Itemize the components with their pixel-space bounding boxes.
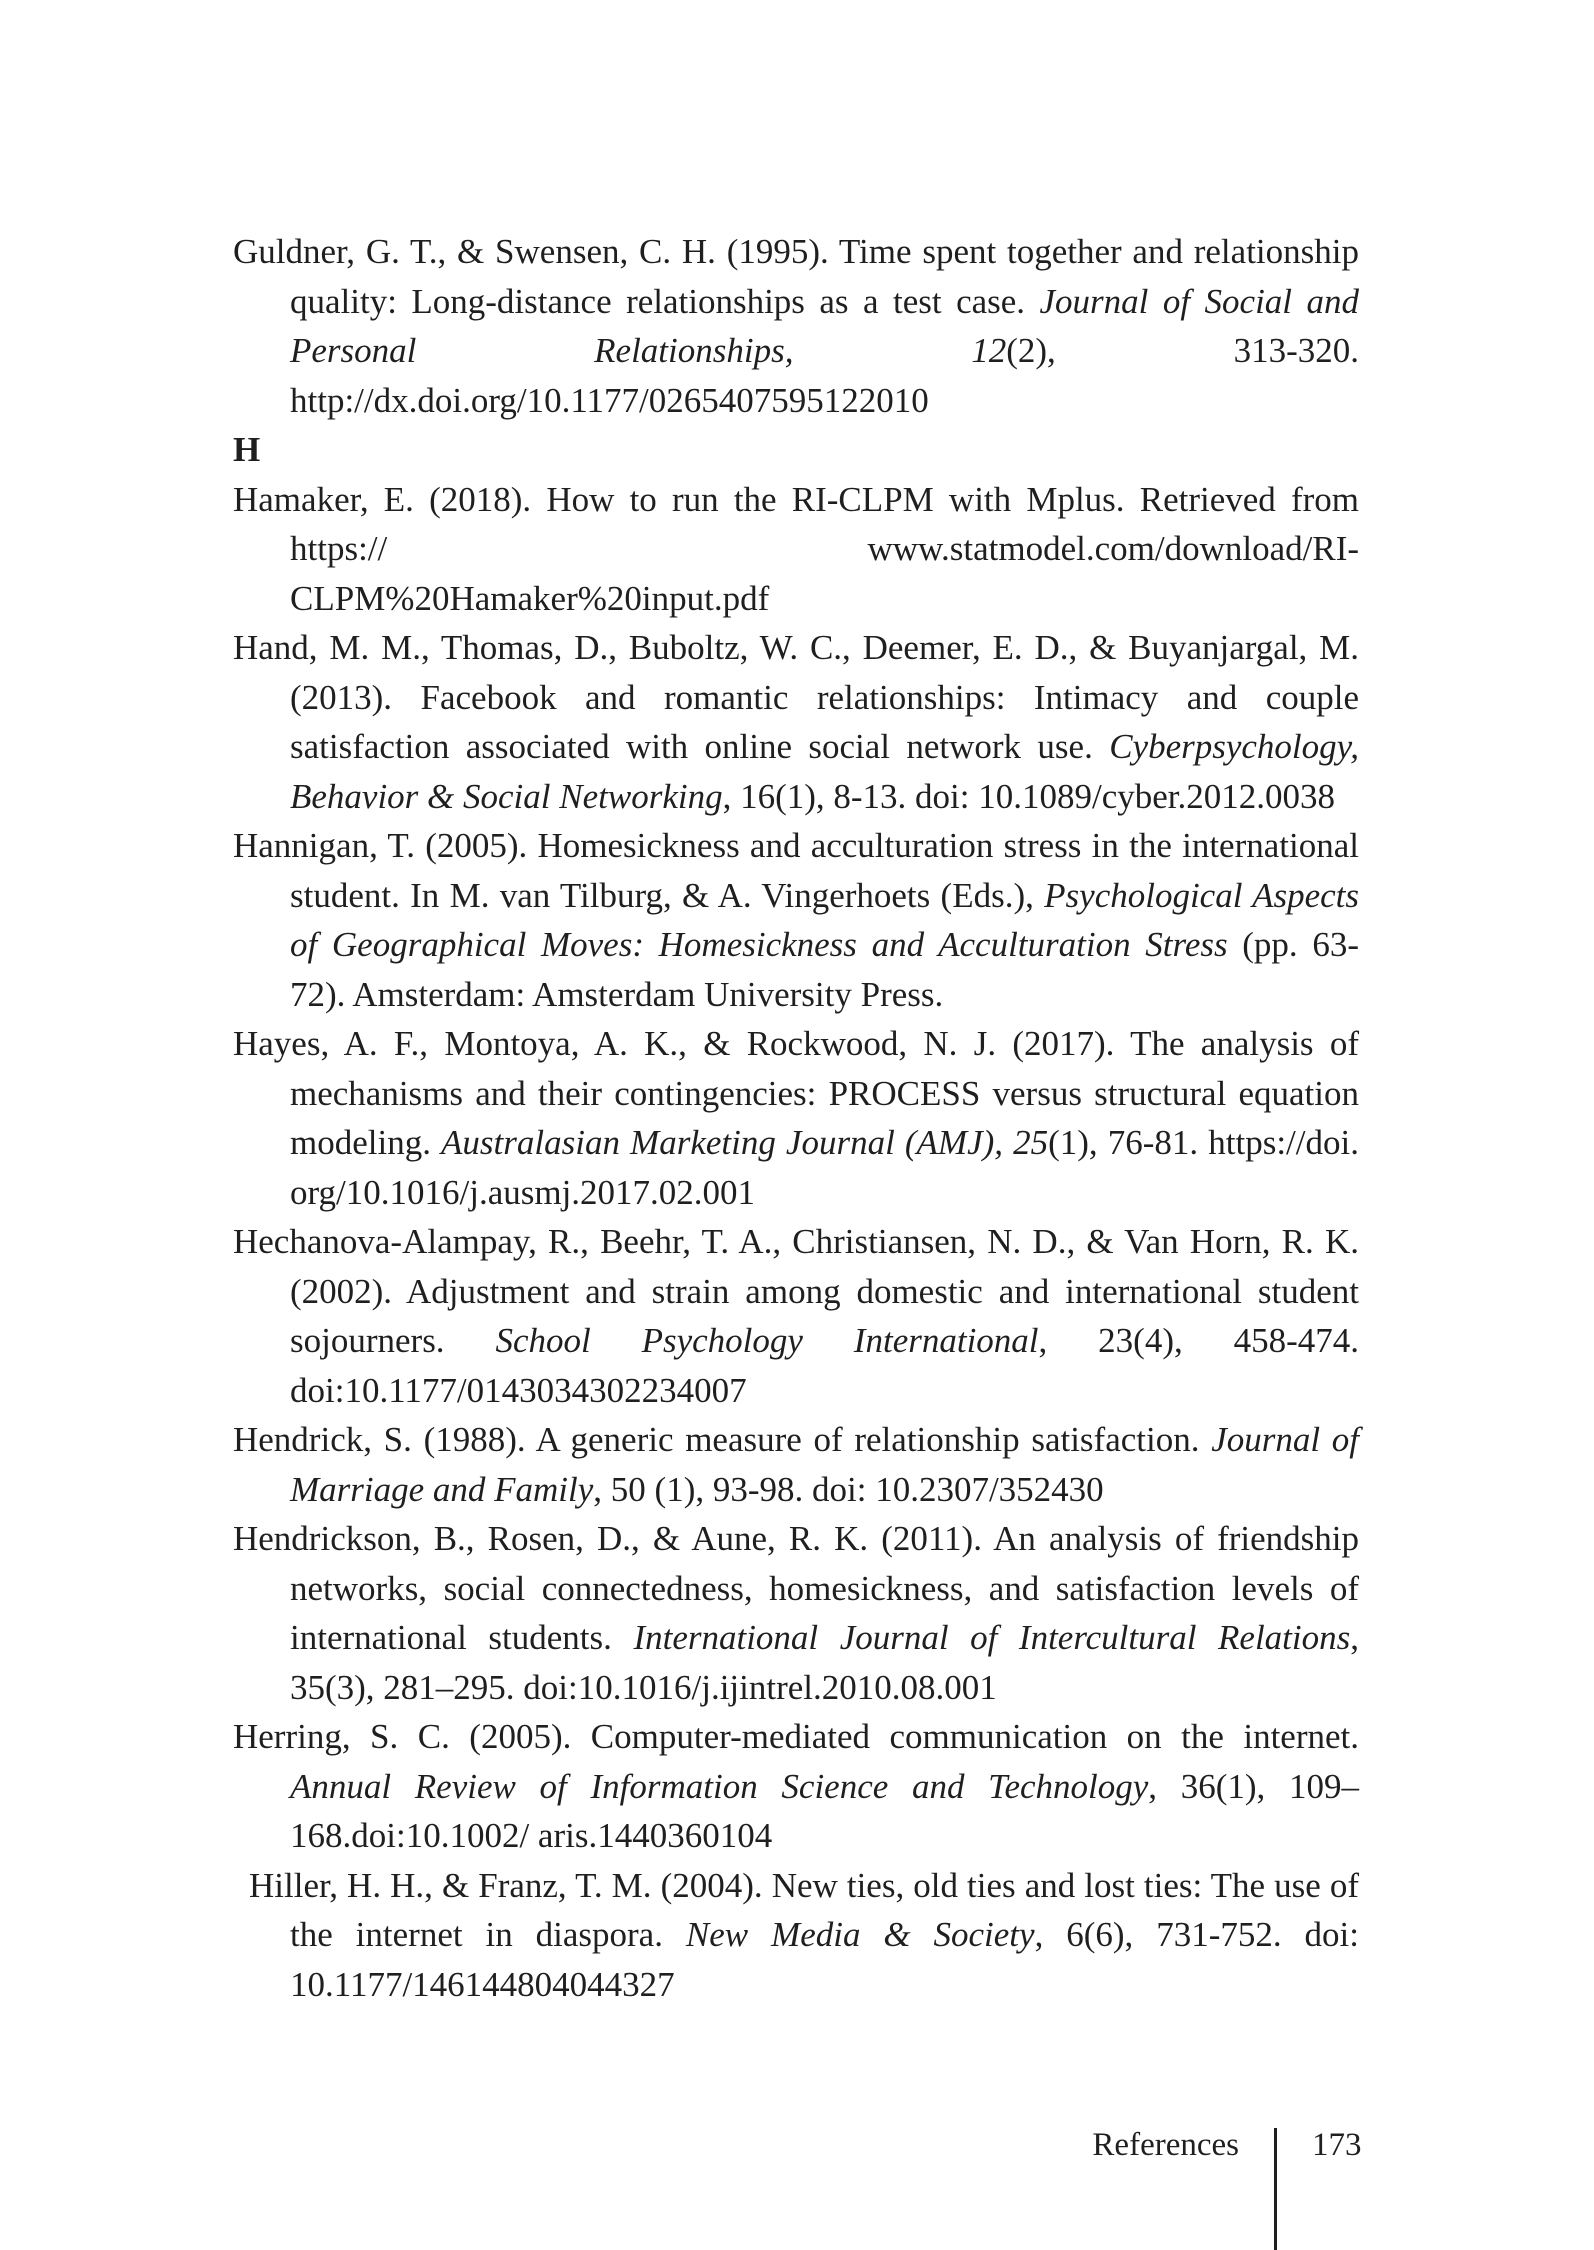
footer-section-label: References	[1092, 2127, 1239, 2163]
reference-entry	[233, 1415, 1359, 1514]
reference-entry	[233, 1217, 1359, 1415]
reference-entry	[233, 821, 1359, 1019]
reference-text-segment: Hendrick, S. (1988). A generic measure of relationship satisfaction.	[233, 1420, 1212, 1459]
reference-text-segment: Guldner, G. T., & Swensen, C. H. (1995). Time spent together and relationship quality: Long-distance relationships as a test case.	[233, 232, 1359, 321]
reference-text-segment: , 50 (1), 93-98. doi: 10.2307/352430	[593, 1469, 1104, 1509]
reference-text-segment: , 36(1), 109–168.doi:10.1002/ aris.1440360104	[290, 1766, 1359, 1855]
page-number: 173	[1312, 2127, 1362, 2163]
reference-entry	[233, 1861, 1359, 2010]
section-letter-heading: H	[233, 430, 261, 469]
reference-italic-segment: Annual Review of Information Science and Technology	[290, 1766, 1149, 1806]
reference-italic-segment: International Journal of Intercultural Relations	[633, 1618, 1351, 1657]
reference-entry	[233, 475, 1359, 624]
reference-text-segment: Hechanova-Alampay, R., Beehr, T. A., Christiansen, N. D., & Van Horn, R. K. (2002). Adjustment and strain among domestic and international student sojourners.	[233, 1222, 1359, 1360]
reference-italic-segment: New Media & Society	[685, 1915, 1035, 1954]
reference-text-segment: (2), 313-320. http://dx.doi.org/10.1177/0265407595122010	[290, 331, 1359, 420]
reference-italic-segment: Cyberpsychology, Behavior & Social Networking	[290, 727, 1359, 816]
reference-text-segment: Hendrickson, B., Rosen, D., & Aune, R. K. (2011). An analysis of friendship networks, social connectedness, homesickness, and satisfaction levels of international students.	[233, 1519, 1359, 1657]
reference-entry	[233, 623, 1359, 821]
reference-text-segment: Hand, M. M., Thomas, D., Buboltz, W. C., Deemer, E. D., & Buyanjargal, M. (2013). Facebook and romantic relationships: Intimacy and couple satisfaction associated with online social network use.	[233, 628, 1359, 766]
reference-text-segment: , 35(3), 281–295. doi:10.1016/j.ijintrel.2010.08.001	[290, 1618, 1359, 1707]
reference-text-segment: Hiller, H. H., & Franz, T. M. (2004). New ties, old ties and lost ties: The use of the internet in diaspora.	[249, 1865, 1359, 1954]
reference-italic-segment: Journal of Social and Personal Relationships, 12	[290, 281, 1359, 370]
reference-text-segment: (1), 76-81. https://doi. org/10.1016/j.ausmj.2017.02.001	[290, 1123, 1359, 1212]
reference-italic-segment: School Psychology International	[495, 1321, 1039, 1360]
reference-text-segment: Hamaker, E. (2018). How to run the RI-CLPM with Mplus. Retrieved from https:// www.statmodel.com/download/RI-CLPM%20Hamaker%20input.pdf	[233, 479, 1359, 618]
reference-italic-segment: Psychological Aspects of Geographical Moves: Homesickness and Acculturation Stress	[290, 875, 1359, 964]
reference-text-segment: , 6(6), 731-752. doi: 10.1177/146144804044327	[290, 1915, 1360, 2004]
reference-text-segment: Herring, S. C. (2005). Computer-mediated communication on the internet.	[233, 1717, 1359, 1756]
reference-text-segment: Hayes, A. F., Montoya, A. K., & Rockwood, N. J. (2017). The analysis of mechanisms and their contingencies: PROCESS versus structural equation modeling.	[233, 1024, 1359, 1162]
reference-list	[233, 227, 1359, 2009]
reference-entry	[233, 1019, 1359, 1217]
reference-text-segment: (pp. 63-72). Amsterdam: Amsterdam University Press.	[290, 925, 1359, 1014]
reference-text-segment: , 23(4), 458-474. doi:10.1177/0143034302234007	[290, 1321, 1360, 1410]
reference-text-segment: Hannigan, T. (2005). Homesickness and acculturation stress in the international student. In M. van Tilburg, & A. Vingerhoets (Eds.),	[233, 826, 1359, 915]
reference-italic-segment: Australasian Marketing Journal (AMJ), 25	[441, 1123, 1049, 1162]
footer-divider	[1274, 2128, 1277, 2250]
reference-entry	[233, 1514, 1359, 1712]
reference-entry	[233, 1712, 1359, 1861]
reference-entry	[233, 227, 1359, 425]
reference-text-segment: , 16(1), 8-13. doi: 10.1089/cyber.2012.0038	[722, 776, 1336, 816]
reference-italic-segment: Journal of Marriage and Family	[290, 1420, 1360, 1509]
